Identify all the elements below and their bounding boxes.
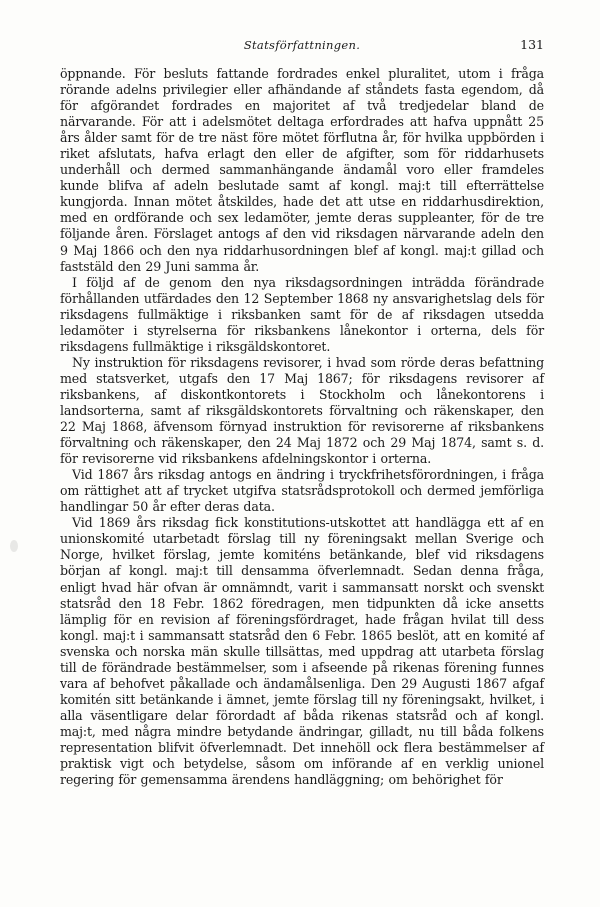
margin-smudge [10,540,18,552]
paragraph-tryckfrihet: Vid 1867 års riksdag antogs en ändring i tryckfrihetsförordningen, i fråga om rättighet att af trycket utgifva statsrådsprotokoll och dermed jemförliga handlingar 50 år efter deras data. [60,467,544,515]
running-title: Statsförfattningen. [243,38,361,52]
paragraph-unionskomite: Vid 1869 års riksdag fick konstitutions-utskottet att handlägga ett af en unionskomité utarbetadt förslag till ny föreningsakt mellan Sverige och Norge, hvilket förslag, jemte komiténs betänkande, blef vid riksdagens början af kongl. maj:t till densamma öfverlemnadt. Sedan denna fråga, enligt hvad här ofvan är omnämndt, varit i sammansatt norskt och svenskt statsråd den 18 Febr. 1862 föredragen, men tidpunkten då icke ansetts lämplig för en revision af föreningsfördraget, hade frågan hvilat till dess kongl. maj:t i sammansatt statsråd den 6 Febr. 1865 beslöt, att en komité af svenska och norska män skulle tillsättas, med uppdrag att utarbeta förslag till de förändrade bestämmelser, som i afseende på rikenas förening funnes vara af behofvet påkallade och ändamålsenliga. Den 29 Augusti 1867 afgaf komitén sitt betänkande i ämnet, jemte förslag till ny föreningsakt, hvilket, i alla väsentligare delar förordadt af båda rikenas statsråd och af kongl. maj:t, med några mindre betydande ändringar, gilladt, nu till båda folkens representation blifvit öfverlemnadt. Det innehöll ock flera bestämmelser af praktisk vigt och betydelse, såsom om införande af en verklig unionel regering för gemensamma ärendens handläggning; om behörighet för [60,515,544,788]
running-head [60,38,544,58]
paragraph-adelsmote: öppnande. För besluts fattande fordrades enkel pluralitet, utom i fråga rörande adelns privilegier eller afhändande af ståndets fasta egendom, då för afgörandet fordrades en majoritet af två tredjedelar bland de närvarande. För att i adelsmötet deltaga erfordrades att hafva uppnått 25 års ålder samt för de tre näst före mötet förflutna år, för hvilka uppbörden i riket afslutats, hafva erlagt den eller de afgifter, som för riddarhusets underhåll och dermed sammanhängande ändamål voro eller framdeles kunde blifva af adeln beslutade samt af kongl. maj:t till efterrättelse kungjorda. Innan mötet åtskildes, hade det att utse en riddarhusdirektion, med en ordförande och sex ledamöter, jemte deras suppleanter, för de tre följande åren. Förslaget antogs af den vid riksdagen närvarande adeln den 9 Maj 1866 och den nya riddarhusordningen blef af kongl. maj:t gillad och faststäld den 29 Juni samma år. [60,66,544,274]
page-number: 131 [520,37,544,52]
paragraph-ansvarighetslag: I följd af de genom den nya riksdagsordningen inträdda förändrade förhållanden utfärdades den 12 September 1868 ny ansvarighetslag dels för riksdagens fullmäktige i riksbanken samt för de af riksdagen utsedda ledamöter i styrelserna för riksbankens lånekontor i orterna, dels för riksdagens fullmäktige i riksgäldskontoret. [60,274,544,354]
body-text [60,66,544,788]
paragraph-revisorer: Ny instruktion för riksdagens revisorer, i hvad som rörde deras befattning med statsverket, utgafs den 17 Maj 1867; för riksdagens revisorer af riksbankens, af diskontkontorets i Stockholm och lånekontorens i landsorterna, samt af riksgäldskontorets förvaltning och räkenskaper, den 22 Maj 1868, äfvensom förnyad instruktion för revisorerne af riksbankens förvaltning och räkenskaper, den 24 Maj 1872 och 29 Maj 1874, samt s. d. för revisorerne vid riksbankens afdelningskontor i orterna. [60,354,544,467]
